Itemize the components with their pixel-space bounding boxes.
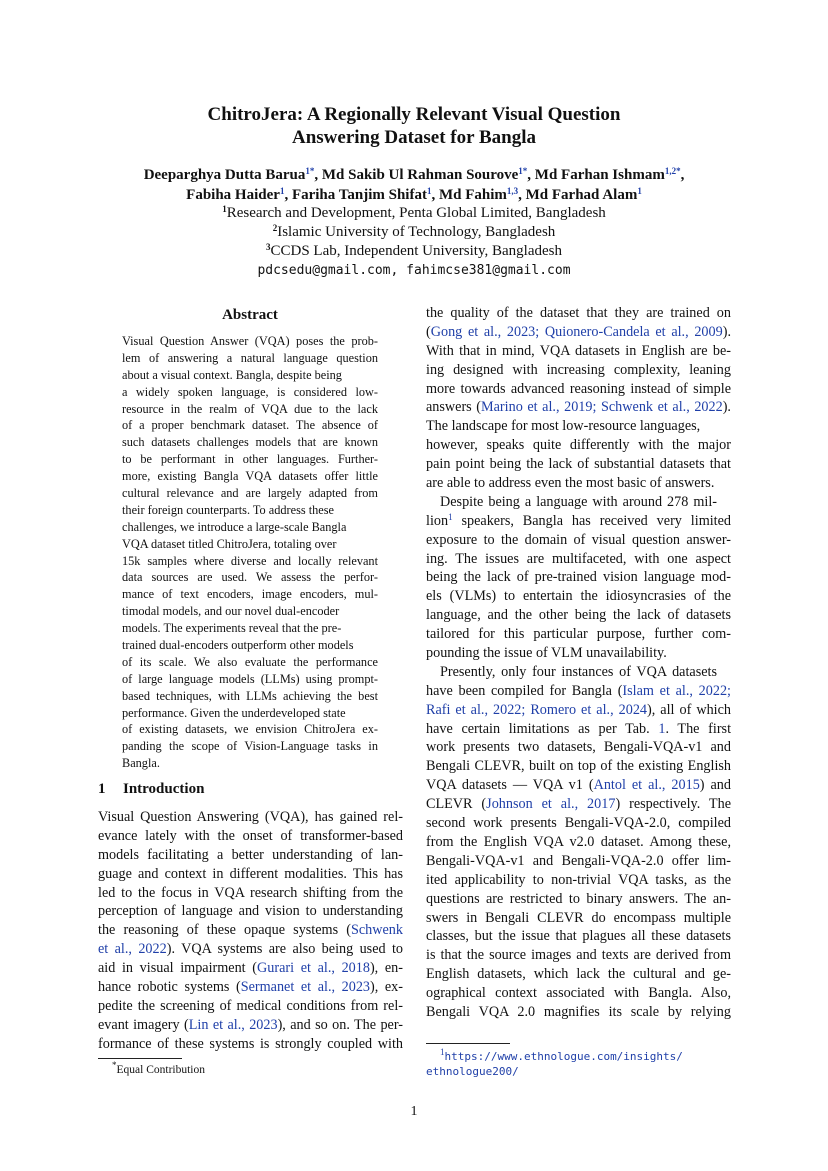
text-line: [426, 587, 731, 606]
abstract-line: performance. Given the underdeveloped state: [122, 705, 346, 720]
text-line: [426, 550, 731, 569]
text-line: [426, 682, 731, 701]
footnote-url-line-1[interactable]: https://www.ethnologue.com/insights/: [444, 1050, 683, 1063]
text-line: [426, 455, 731, 474]
citation-link[interactable]: Lin et al., 2023: [188, 1016, 278, 1033]
text-run: led to the focus in VQA research shifting from the: [98, 884, 403, 901]
affiliation-2: [0, 222, 828, 242]
text-line: [426, 852, 731, 871]
text-line: [98, 827, 403, 846]
text-line: [426, 323, 731, 342]
text-line: [426, 304, 731, 323]
intro-body-left: [98, 808, 403, 1054]
abstract-line: more, existing Bangla VQA datasets offer little: [122, 469, 378, 484]
text-run: Bengali-VQA-v1 and Bengali-VQA-2.0 offer lim-: [426, 852, 731, 869]
text-run: tailored for this particular purpose, further com-: [426, 626, 731, 643]
abstract-line: of its scale. We also evaluate the performance: [122, 654, 378, 669]
text-run: speakers, Bangla has received very limited: [452, 512, 731, 529]
author-name: Fariha Tanjim Shifat: [291, 187, 427, 203]
text-line: [98, 808, 403, 827]
citation-link[interactable]: Johnson et al., 2017: [486, 796, 616, 813]
author-affiliation-mark: 1*: [518, 166, 528, 176]
text-run: language, and the other being the lack of datasets: [426, 607, 731, 624]
text-run: pedite the screening of medical conditions from rel-: [98, 997, 403, 1014]
footnote-url: [426, 1049, 683, 1079]
section-heading-introduction: [98, 781, 204, 798]
citation-link[interactable]: Islam et al., 2022;: [622, 682, 731, 699]
text-line: [98, 978, 403, 997]
text-run: perception of language and vision to understanding: [98, 903, 403, 920]
text-line: [98, 921, 403, 940]
abstract-heading: Abstract: [222, 307, 278, 323]
abstract-line: resource in the realm of VQA due to the lack: [122, 401, 378, 416]
author-list-line-2: Fabiha Haider$^1$, Fariha Tanjim Shifat$^1$, Md Fahim$^{1,3}$, Md Farhad Alam$^1$: [186, 186, 642, 203]
text-run: have certain limitations as per Tab.: [426, 720, 659, 737]
text-run: guage and context in different modalities. This has: [98, 865, 403, 882]
footnote-rule-right: [426, 1043, 510, 1044]
text-run: evance lately with the onset of transformer-based: [98, 827, 403, 844]
text-line: [426, 380, 731, 399]
text-run: classes, but the issue that plagues all these datasets: [426, 928, 731, 945]
abstract-line: mance of text encoders, image encoders, mul-: [122, 587, 378, 602]
text-run: questions are restricted to binary answers. The an-: [426, 890, 731, 907]
text-line: [426, 531, 731, 550]
author-affiliation-mark: 1: [637, 186, 642, 196]
body-right-column: [426, 304, 731, 1022]
text-run: ), en-: [369, 960, 403, 977]
text-run: Visual Question Answering (VQA), has gained rel-: [98, 809, 403, 825]
text-run: aid in visual impairment (: [98, 960, 258, 977]
author-affiliation-mark: 1,3: [506, 186, 519, 196]
abstract-line: of existing datasets, we envision ChitroJera ex-: [122, 722, 378, 737]
text-line: [426, 361, 731, 380]
text-run: Bengali CLEVR, built on top of the existing English: [426, 758, 731, 775]
text-line: [98, 1035, 403, 1054]
text-run: swers in Bengali CLEVR do encompass multiple: [426, 909, 731, 926]
text-run: the reasoning of these opaque systems (: [98, 922, 351, 939]
text-line: [426, 795, 731, 814]
text-run: pain point being the lack of substantial datasets that: [426, 456, 731, 473]
text-run: however, speaks quite differently with the major: [426, 437, 731, 454]
text-run: have been compiled for Bangla (: [426, 682, 623, 699]
footnote-number: 1: [440, 1047, 445, 1057]
abstract-line: VQA dataset titled ChitroJera, totaling over: [122, 536, 337, 551]
text-run: models facilitating a better understanding of lan-: [98, 846, 403, 863]
citation-link[interactable]: Rafi et al., 2022; Romero et al., 2024: [426, 701, 648, 718]
text-run: from the English VQA v2.0 dataset. Among these,: [426, 833, 731, 850]
citation-link[interactable]: 1: [658, 720, 666, 737]
text-line: [98, 940, 403, 959]
abstract-line: panding the scope of Vision-Language tasks in: [122, 739, 378, 754]
footnote-equal-contribution: [112, 1060, 205, 1078]
text-run: ), ex-: [370, 979, 403, 996]
abstract-line: trained dual-encoders outperform other models: [122, 638, 354, 653]
text-line: [426, 965, 731, 984]
title-line-2: Answering Dataset for Bangla: [291, 127, 536, 148]
text-line: [426, 417, 731, 436]
abstract-line: Bangla.: [122, 756, 160, 771]
text-run: being the lack of pre-trained vision language mod-: [426, 569, 731, 586]
citation-link[interactable]: Sermanet et al., 2023: [240, 979, 371, 996]
text-run: Presently, only four instances of VQA datasets: [440, 663, 717, 680]
text-run: ) and: [699, 777, 731, 794]
text-run: ), and so on. The per-: [277, 1016, 404, 1033]
text-run: els (VLMs) to entertain the idiosyncrasies of the: [426, 588, 731, 605]
author-affiliation-mark: 1,2*: [664, 166, 681, 176]
abstract-line: 15k samples where diverse and locally relevant: [122, 553, 378, 568]
text-line: [426, 701, 731, 720]
text-line: [426, 663, 731, 682]
text-line: [426, 512, 731, 531]
affiliation-number: 2: [272, 223, 278, 233]
author-name: Md Farhan Ishmam: [534, 167, 665, 183]
author-name: Md Sakib Ul Rahman Sourove: [321, 167, 519, 183]
citation-link[interactable]: et al., 2022: [98, 941, 167, 958]
text-run: the quality of the dataset that they are trained on: [426, 305, 731, 321]
text-run: work presents two datasets, Bengali-VQA-v1 and: [426, 739, 731, 756]
text-line: [426, 625, 731, 644]
citation-link[interactable]: Gurari et al., 2018: [257, 960, 370, 977]
text-line: [426, 342, 731, 361]
text-run: The landscape for most low-resource languages,: [426, 418, 701, 435]
text-line: [426, 946, 731, 965]
author-affiliation-mark: 1: [426, 186, 432, 196]
footnote-text: Equal Contribution: [116, 1064, 205, 1076]
text-run: answers (: [426, 399, 482, 416]
text-line: [426, 814, 731, 833]
text-line: [426, 871, 731, 890]
author-name: Fabiha Haider: [186, 187, 280, 203]
footnote-mark: *: [112, 1060, 117, 1070]
text-line: [426, 493, 731, 512]
affiliation-text: Research and Development, Penta Global Limited, Bangladesh: [226, 205, 606, 221]
author-affiliation-mark: 1*: [305, 166, 315, 176]
text-line: [426, 436, 731, 455]
text-line: [426, 644, 731, 663]
text-run: pounding the issue of VLM unavailability.: [426, 645, 667, 662]
text-line: [98, 959, 403, 978]
text-line: [426, 568, 731, 587]
text-line: [426, 738, 731, 757]
abstract-line: such datasets challenges models that are known: [122, 435, 378, 450]
text-line: [426, 757, 731, 776]
text-run: English datasets, which lack the cultural and ge-: [426, 966, 731, 983]
affiliation-number: 3: [266, 242, 271, 252]
abstract-body: [122, 333, 378, 772]
text-line: [98, 902, 403, 921]
text-run: VQA datasets — VQA v1 (: [426, 777, 594, 794]
text-run: With that in mind, VQA datasets in English are be-: [426, 342, 731, 359]
page-number: 1: [410, 1104, 418, 1119]
text-run: ing. The issues are multifaceted, with one aspect: [426, 550, 731, 567]
text-line: [98, 1016, 403, 1035]
abstract-line: data sources are used. We assess the perfor-: [122, 570, 378, 585]
affiliation-text: Islamic University of Technology, Bangladesh: [277, 224, 556, 240]
abstract-line: their foreign counterparts. To address these: [122, 502, 334, 517]
text-run: ited applicability to non-trivial VQA tasks, as the: [426, 871, 731, 888]
author-name: Md Fahim: [438, 187, 507, 203]
text-run: lion: [426, 512, 449, 529]
citation-link[interactable]: Marino et al., 2019; Schwenk et al., 2022: [481, 399, 723, 416]
abstract-line: of large language models (LLMs) using prompt-: [122, 671, 378, 686]
section-title: Introduction: [123, 781, 205, 797]
section-number: 1: [98, 781, 106, 797]
author-name: Md Farhad Alam: [525, 187, 638, 203]
text-run: CLEVR (: [426, 796, 487, 813]
text-run: formance of these systems is strongly coupled with: [98, 1035, 403, 1052]
abstract-line: to be performant in other languages. Further-: [122, 452, 378, 467]
text-run: hance robotic systems (: [98, 979, 241, 996]
abstract-line: models. The experiments reveal that the pre-: [122, 621, 342, 636]
text-run: ing designed with increasing complexity, leaning: [426, 361, 731, 378]
text-run: is that the source images and texts are derived from: [426, 947, 731, 964]
text-run: ).: [722, 399, 731, 416]
footnote-url-line-2[interactable]: ethnologue200/: [426, 1065, 519, 1078]
citation-link[interactable]: Schwenk: [350, 922, 403, 939]
abstract-line: a widely spoken language, is considered low-: [122, 384, 378, 399]
text-line: [426, 984, 731, 1003]
text-line: [426, 398, 731, 417]
text-line: [426, 720, 731, 739]
text-line: [426, 606, 731, 625]
text-line: [426, 776, 731, 795]
text-line: [426, 833, 731, 852]
citation-link[interactable]: Antol et al., 2015: [593, 777, 700, 794]
text-run: exposure to the domain of visual question answer-: [426, 531, 731, 548]
text-run: ) respectively. The: [615, 796, 731, 813]
citation-link[interactable]: Gong et al., 2023; Quionero-Candela et al., 2009: [430, 323, 723, 340]
text-run: evant imagery (: [98, 1016, 189, 1033]
text-run: ). VQA systems are also being used to: [166, 941, 404, 958]
affiliation-number: 1: [222, 204, 227, 214]
footnote-rule-left: [98, 1058, 182, 1059]
text-run: Bengali VQA 2.0 magnifies its scale by relying: [426, 1003, 731, 1020]
abstract-line: challenges, we introduce a large-scale Bangla: [122, 519, 347, 534]
author-affiliation-mark: 1: [279, 186, 285, 196]
abstract-line: about a visual context. Bangla, despite being: [122, 367, 342, 382]
text-line: [426, 890, 731, 909]
text-run: ), all of which: [647, 701, 731, 718]
affiliation-1: [0, 203, 828, 223]
text-run: Despite being a language with around 278 mil-: [440, 493, 717, 510]
author-name: Deeparghya Dutta Barua: [143, 167, 306, 183]
abstract-line: Visual Question Answer (VQA) poses the prob-: [122, 334, 378, 348]
abstract-line: cultural relevance and are largely adapted from: [122, 486, 378, 501]
affiliation-3: [0, 241, 828, 261]
abstract-line: lem of answering a natural language question: [122, 350, 378, 365]
author-emails: pdcsedu@gmail.com, fahimcse381@gmail.com: [257, 263, 571, 278]
text-line: [426, 1003, 731, 1022]
title-line-1: ChitroJera: A Regionally Relevant Visual Question: [207, 104, 621, 125]
text-run: are able to address even the most basic of answers.: [426, 475, 715, 492]
footnote-ref[interactable]: 1: [448, 511, 453, 522]
text-run: . The first: [665, 720, 732, 737]
text-line: [426, 909, 731, 928]
text-run: (: [426, 323, 431, 340]
text-run: second work presents Bengali-VQA-2.0, compiled: [426, 815, 731, 832]
text-line: [426, 927, 731, 946]
text-run: ographical context associated with Bangla. Also,: [426, 985, 731, 1002]
text-line: [98, 997, 403, 1016]
text-line: [98, 884, 403, 903]
abstract-line: based techniques, with LLMs achieving the best: [122, 688, 378, 703]
text-line: [98, 865, 403, 884]
abstract-line: timodal models, and our novel dual-encoder: [122, 604, 340, 619]
text-run: ).: [722, 323, 731, 340]
abstract-line: of a proper benchmark dataset. The absence of: [122, 418, 378, 433]
author-list-line-1: Deeparghya Dutta Barua$^{1*}$, Md Sakib Ul Rahman Sourove$^{1*}$, Md Farhan Ishmam$^{1,2*}$,: [143, 166, 685, 183]
affiliation-text: CCDS Lab, Independent University, Bangladesh: [270, 243, 562, 259]
text-line: [426, 474, 731, 493]
text-line: [98, 846, 403, 865]
text-run: more towards advanced reasoning instead of simple: [426, 380, 731, 397]
